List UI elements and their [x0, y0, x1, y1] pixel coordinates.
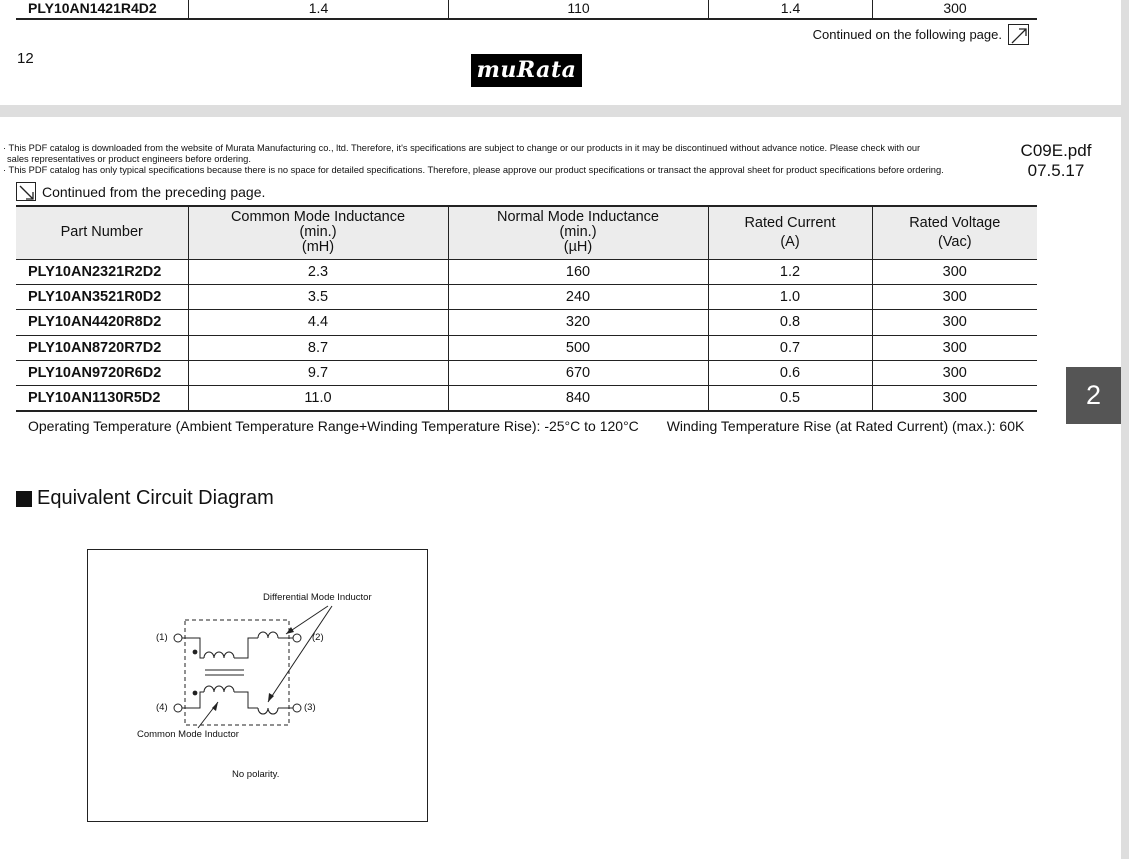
part-number-cell: PLY10AN2321R2D2	[16, 259, 188, 284]
pin-3-label: (3)	[304, 702, 316, 713]
part-number-cell: PLY10AN1421R4D2	[28, 0, 157, 16]
normal-mode-cell: 160	[448, 259, 708, 284]
header-rated-current	[708, 206, 872, 259]
table-header-row	[16, 206, 1037, 259]
table-row	[16, 361, 1037, 386]
header-text: (Vac)	[937, 233, 972, 250]
rated-current-cell: 0.7	[708, 335, 872, 360]
rated-voltage-cell: 300	[872, 259, 1037, 284]
table-row	[16, 386, 1037, 411]
continued-next-label: Continued on the following page.	[812, 27, 1002, 42]
header-text: (min.)	[559, 224, 597, 241]
header-text: (mH)	[301, 239, 335, 256]
page-number: 12	[17, 50, 34, 67]
part-number-cell: PLY10AN3521R0D2	[16, 284, 188, 309]
pin-1-label: (1)	[156, 632, 168, 643]
common-mode-cell: 2.3	[188, 259, 448, 284]
normal-mode-cell: 670	[448, 361, 708, 386]
rated-current-cell: 1.2	[708, 259, 872, 284]
section-title-text: Equivalent Circuit Diagram	[37, 487, 274, 509]
header-normal-mode	[448, 206, 708, 259]
common-mode-cell: 11.0	[188, 386, 448, 411]
notice-line: · This PDF catalog is downloaded from the website of Murata Manufacturing co., ltd. Therefore, it's specifications are subject to change or our products in it may be discontinued without advance notice. Please check with our	[3, 143, 921, 153]
common-mode-cell: 8.7	[188, 335, 448, 360]
header-text: Normal Mode Inductance	[497, 209, 659, 226]
catalog-id	[1016, 141, 1096, 181]
table-row	[16, 335, 1037, 360]
polarity-note: No polarity.	[232, 769, 280, 780]
normal-mode-cell: 500	[448, 335, 708, 360]
part-number-cell: PLY10AN4420R8D2	[16, 310, 188, 335]
header-text: Rated Current	[744, 214, 836, 231]
pin-2-label: (2)	[312, 632, 324, 643]
common-mode-cell: 3.5	[188, 284, 448, 309]
part-number-cell: PLY10AN8720R7D2	[16, 335, 188, 360]
rated-current-cell: 0.5	[708, 386, 872, 411]
header-common-mode	[188, 206, 448, 259]
normal-mode-cell: 240	[448, 284, 708, 309]
previous-page-fragment	[0, 0, 1121, 105]
arrow-up-right-icon	[1008, 24, 1029, 45]
normal-mode-cell: 110	[448, 0, 708, 18]
catalog-notice	[3, 143, 1015, 176]
notice-line: sales representatives or product engineers before ordering.	[7, 154, 251, 164]
table-row	[16, 310, 1037, 335]
common-mode-cell: 1.4	[188, 0, 448, 18]
murata-logo: muRata	[471, 54, 582, 87]
operating-notes	[28, 418, 1024, 434]
header-text: Rated Voltage	[909, 214, 1001, 231]
rated-voltage-cell: 300	[872, 335, 1037, 360]
part-number-cell: PLY10AN9720R6D2	[16, 361, 188, 386]
header-text: (min.)	[299, 224, 337, 241]
square-bullet-icon	[16, 491, 32, 507]
header-text: Part Number	[60, 224, 143, 241]
rated-voltage-cell: 300	[872, 386, 1037, 411]
table-row	[16, 259, 1037, 284]
catalog-file: C09E.pdf	[1020, 141, 1092, 160]
chapter-tab[interactable]: 2	[1066, 367, 1121, 424]
rated-current-cell: 1.4	[708, 0, 872, 18]
header-text: (µH)	[563, 239, 593, 256]
notice-line: · This PDF catalog has only typical specifications because there is no space for detailed specifications. Therefore, please approve our product specifications or transact the approval sheet for product specifications before ordering.	[3, 165, 944, 175]
header-text: (A)	[780, 233, 800, 250]
continued-next-note	[813, 24, 1029, 45]
normal-mode-cell: 320	[448, 310, 708, 335]
continued-prev-note	[16, 182, 265, 201]
table-row	[16, 284, 1037, 309]
pin-4-label: (4)	[156, 702, 168, 713]
arrow-down-right-icon	[16, 182, 36, 201]
page-divider	[0, 105, 1121, 117]
rated-voltage-cell: 300	[872, 284, 1037, 309]
viewer-scroll-rail[interactable]	[1121, 0, 1129, 859]
rated-voltage-cell: 300	[872, 361, 1037, 386]
rated-current-cell: 0.8	[708, 310, 872, 335]
common-mode-cell: 9.7	[188, 361, 448, 386]
catalog-date: 07.5.17	[1027, 161, 1085, 180]
circuit-diagram	[87, 549, 428, 822]
rated-voltage-cell: 300	[872, 310, 1037, 335]
continued-prev-label: Continued from the preceding page.	[42, 183, 266, 200]
section-heading	[16, 487, 274, 510]
common-mode-label: Common Mode Inductor	[137, 729, 239, 740]
header-part-number	[16, 206, 188, 259]
common-mode-cell: 4.4	[188, 310, 448, 335]
normal-mode-cell: 840	[448, 386, 708, 411]
spec-table	[16, 205, 1037, 412]
rated-current-cell: 0.6	[708, 361, 872, 386]
header-rated-voltage	[872, 206, 1037, 259]
circuit-schematic	[88, 550, 429, 823]
differential-mode-label: Differential Mode Inductor	[263, 592, 372, 603]
operating-temperature-note: Operating Temperature (Ambient Temperature Range+Winding Temperature Rise): -25°C to 120°C	[28, 418, 639, 434]
rated-current-cell: 1.0	[708, 284, 872, 309]
table-row	[16, 0, 1037, 20]
header-text: Common Mode Inductance	[230, 209, 406, 226]
part-number-cell: PLY10AN1130R5D2	[16, 386, 188, 411]
winding-rise-note: Winding Temperature Rise (at Rated Current) (max.): 60K	[666, 418, 1025, 434]
rated-voltage-cell: 300	[872, 0, 1037, 18]
